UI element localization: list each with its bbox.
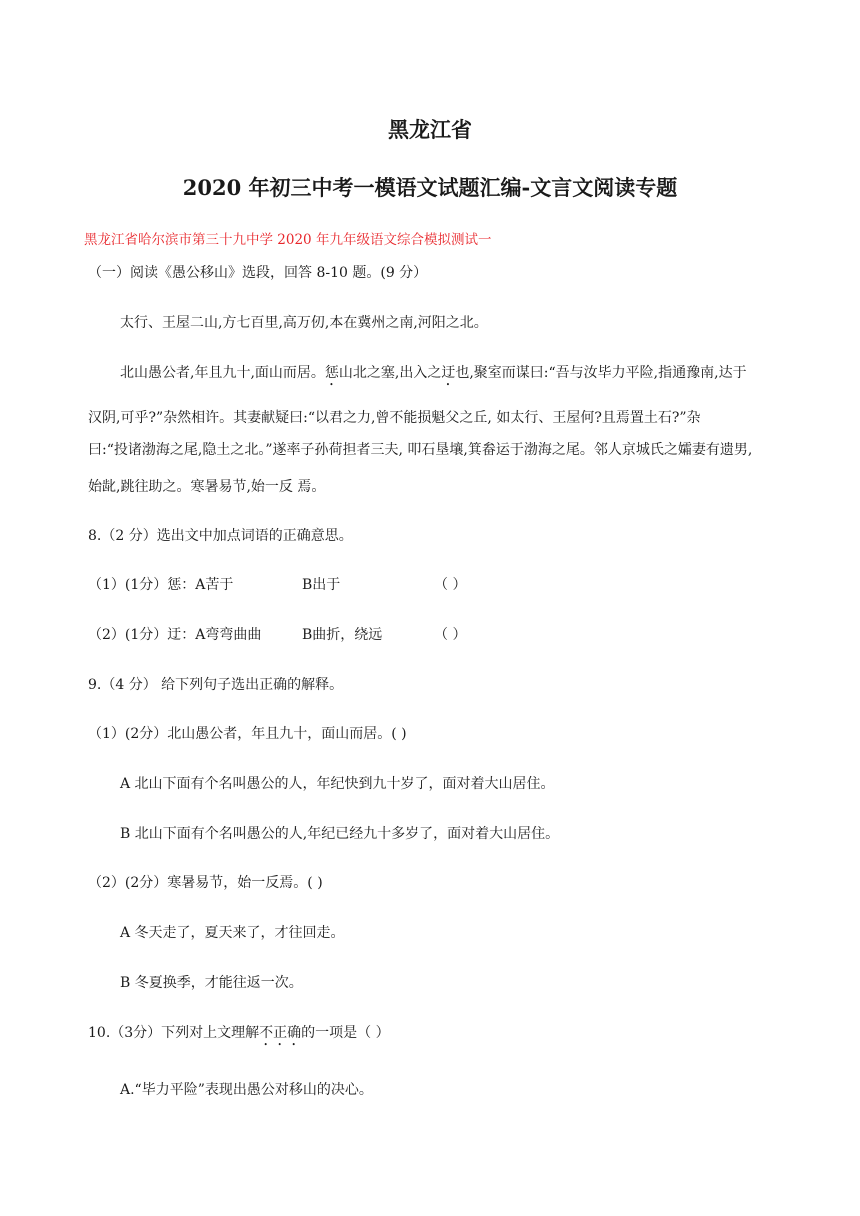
passage-paragraph-2-line-2: 汉阴,可乎?”杂然相许。其妻献疑曰:“以君之力,曾不能损魁父之丘, 如太行、王屋何?且焉置土石?”杂 [88, 410, 701, 426]
question-8-sub-2-option-b: B曲折，绕远 [302, 627, 383, 643]
question-8-sub-2-blank[interactable]: （ ） [434, 627, 467, 643]
question-9-sub-1-option-a: A 北山下面有个名叫愚公的人，年纪快到九十岁了，面对着大山居住。 [120, 776, 555, 792]
question-10-stem: 10.（3分）下列对上文理解不正确的一项是（ ） [88, 1025, 390, 1041]
title-main: 2020 年初三中考一模语文试题汇编-文言文阅读专题 [182, 175, 678, 200]
title-province: 黑龙江省 [388, 117, 472, 142]
question-9-sub-2-option-a: A 冬天走了，夏天来了，才往回走。 [120, 925, 345, 941]
question-9-sub-1-option-b: B 北山下面有个名叫愚公的人,年纪已经九十多岁了，面对着大山居住。 [120, 826, 560, 842]
question-8-sub-1-option-b: B出于 [302, 577, 341, 593]
passage-paragraph-2-line-1: 北山愚公者,年且九十,面山而居。惩山北之塞,出入之迂也,聚室而谋曰:“吾与汝毕力平险,指通豫南,达于 [120, 365, 747, 381]
passage-paragraph-2-line-4: 始龀,跳往助之。寒暑易节,始一反 焉。 [88, 479, 326, 495]
question-8-sub-1: （1）(1分）惩：A苦于 [88, 577, 234, 593]
emphasized-phrase-not-correct: 不正确 [259, 1025, 302, 1041]
question-8-stem: 8.（2 分）选出文中加点词语的正确意思。 [88, 528, 353, 544]
emphasized-word-cheng: 惩 [324, 365, 339, 381]
question-10-option-a: A.“毕力平险”表现出愚公对移山的决心。 [120, 1082, 373, 1098]
question-8-sub-1-blank[interactable]: （ ） [434, 577, 467, 593]
question-8-sub-2: （2）(1分）迂：A弯弯曲曲 [88, 627, 262, 643]
section-intro: （一）阅读《愚公移山》选段，回答 8-10 题。(9 分） [88, 265, 428, 281]
question-9-sub-1: （1）(2分）北山愚公者，年且九十，面山而居。( ) [88, 726, 407, 742]
passage-paragraph-2-line-3: 曰:“投诸渤海之尾,隐土之北。”遂率子孙荷担者三夫, 叩石垦壤,箕畚运于渤海之尾。邻人京城氏之孀妻有遗男, [88, 442, 753, 458]
emphasized-word-yu: 迂 [441, 365, 456, 381]
source-school: 黑龙江省哈尔滨市第三十九中学 2020 年九年级语文综合模拟测试一 [84, 232, 492, 248]
question-9-stem: 9.（4 分） 给下列句子选出正确的解释。 [88, 677, 344, 693]
question-9-sub-2: （2）(2分）寒暑易节，始一反焉。( ) [88, 875, 323, 891]
passage-paragraph-1: 太行、王屋二山,方七百里,高万仞,本在冀州之南,河阳之北。 [120, 315, 488, 331]
question-9-sub-2-option-b: B 冬夏换季，才能往返一次。 [120, 975, 303, 991]
